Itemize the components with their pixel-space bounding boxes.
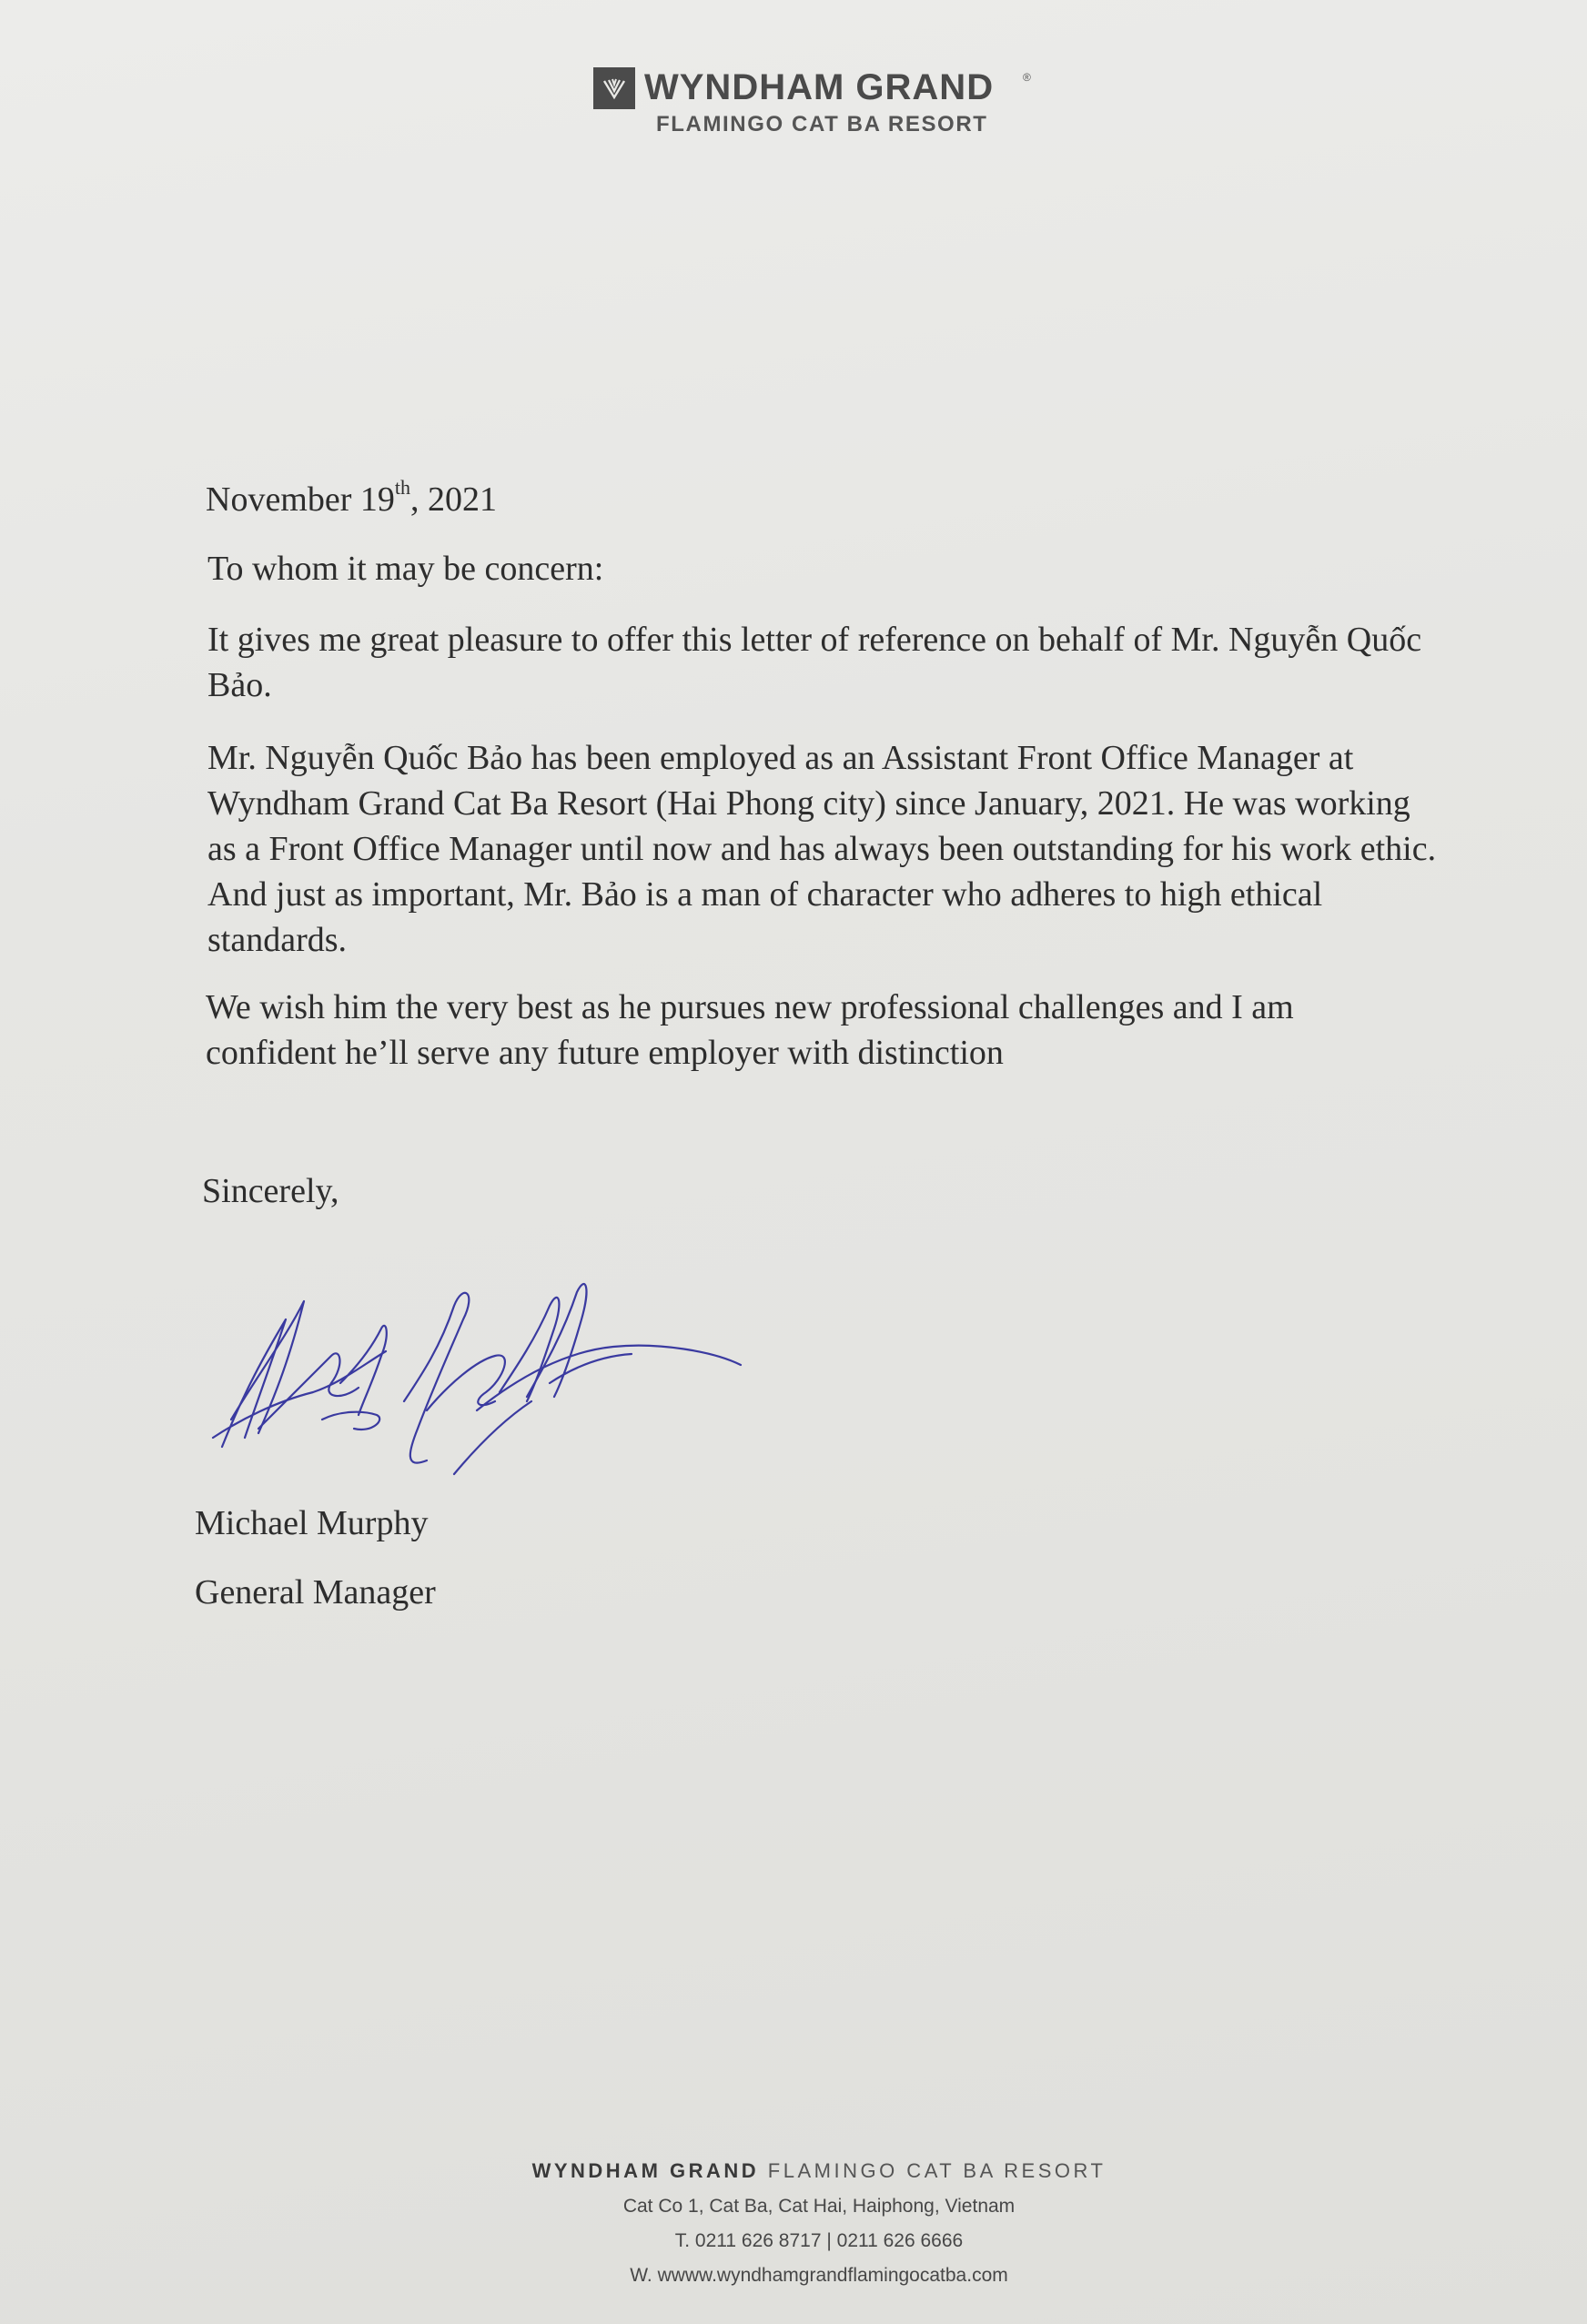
letter-footer <box>364 2153 1274 2293</box>
date-suffix: th <box>394 476 411 500</box>
registered-mark: ® <box>1023 71 1031 84</box>
footer-brand-light: FLAMINGO CAT BA RESORT <box>767 2159 1107 2182</box>
wyndham-emblem-icon <box>593 67 635 109</box>
signer-name: Michael Murphy <box>195 1504 429 1542</box>
paragraph-intro: It gives me great pleasure to offer this letter of reference on behalf of Mr. Nguyễn Quốc Bảo. <box>207 621 1422 704</box>
footer-phone: T. 0211 626 8717 | 0211 626 6666 <box>674 2230 964 2251</box>
date-month-day: November 19 <box>206 480 395 519</box>
closing: Sincerely, <box>202 1172 339 1210</box>
handwritten-signature <box>204 1265 759 1492</box>
brand-subtitle: FLAMINGO CAT BA RESORT <box>656 112 988 136</box>
salutation: To whom it may be concern: <box>207 550 604 588</box>
paragraph-employment: Mr. Nguyễn Quốc Bảo has been employed as an Assistant Front Office Manager at Wyndham Grand Cat Ba Resort (Hai Phong city) since January, 2021. He was working as a Front Office Manager until now and has always been outstanding for his work ethic. And just as important, Mr. Bảo is a man of character who adheres to high ethical standards. <box>207 739 1437 959</box>
letter-date <box>206 477 497 522</box>
footer-address: Cat Co 1, Cat Ba, Cat Hai, Haiphong, Vietnam <box>622 2196 1016 2217</box>
footer-brand <box>364 2153 1274 2189</box>
brand-name: WYNDHAM GRAND <box>644 67 995 107</box>
footer-brand-strong: WYNDHAM GRAND <box>531 2159 760 2182</box>
signer-title: General Manager <box>195 1573 436 1612</box>
footer-website: W. wwww.wyndhamgrandflamingocatba.com <box>630 2265 1008 2286</box>
date-year: , 2021 <box>410 480 498 519</box>
letterhead <box>593 66 1030 147</box>
paragraph-wishes: We wish him the very best as he pursues new professional challenges and I am confident he’ll serve any future employer with distinction <box>206 988 1294 1072</box>
